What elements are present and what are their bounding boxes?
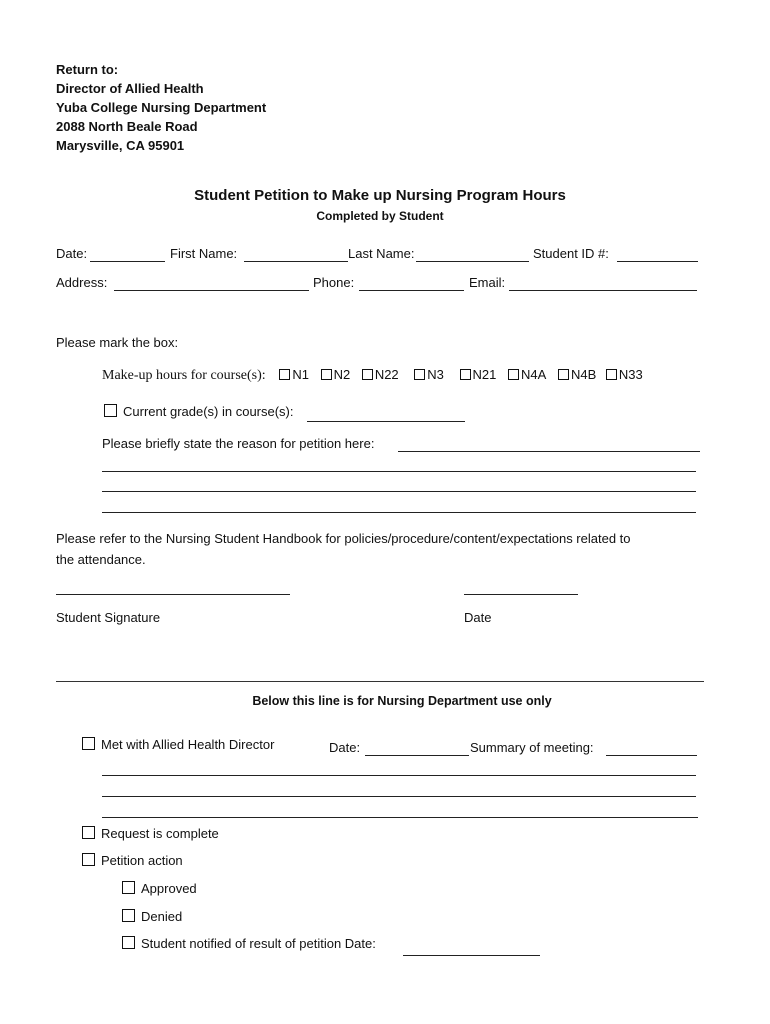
course-option-n4b[interactable]: N4B [558, 367, 596, 382]
meeting-summary-field[interactable] [606, 755, 697, 756]
course-option-n1[interactable]: N1 [279, 367, 309, 382]
handbook-note-line-1: Please refer to the Nursing Student Handbook for policies/procedure/content/expectations related to [56, 531, 631, 546]
checkbox-icon [606, 369, 617, 380]
return-recipient: Director of Allied Health [56, 81, 204, 96]
course-option-n33[interactable]: N33 [606, 367, 643, 382]
date-field[interactable] [90, 261, 165, 262]
phone-field[interactable] [359, 290, 464, 291]
current-grade-label: Current grade(s) in course(s): [123, 404, 294, 419]
met-director-row [82, 737, 274, 752]
checkbox-icon [558, 369, 569, 380]
current-grade-row [104, 404, 294, 419]
department-section-header: Below this line is for Nursing Department use only [252, 694, 552, 708]
student-notified-label: Student notified of result of petition Date: [141, 936, 376, 951]
current-grade-field[interactable] [307, 421, 465, 422]
student-id-label: Student ID #: [533, 246, 609, 261]
petition-action-checkbox[interactable] [82, 853, 95, 866]
checkbox-icon [279, 369, 290, 380]
signature-date-field[interactable] [464, 594, 578, 595]
met-director-checkbox[interactable] [82, 737, 95, 750]
signature-date-label: Date [464, 610, 492, 625]
checkbox-icon [321, 369, 332, 380]
handbook-note-line-2: the attendance. [56, 552, 146, 567]
student-notified-row [122, 936, 376, 951]
return-address-block [56, 60, 266, 155]
denied-row [122, 909, 182, 924]
course-option-n21[interactable]: N21 [460, 367, 497, 382]
handbook-note [56, 528, 631, 570]
first-name-field[interactable] [244, 261, 348, 262]
page-subtitle: Completed by Student [316, 209, 444, 223]
address-label: Address: [56, 275, 108, 290]
department-divider [56, 681, 704, 682]
meeting-summary-line-2[interactable] [102, 775, 696, 776]
last-name-field[interactable] [416, 261, 529, 262]
request-complete-checkbox[interactable] [82, 826, 95, 839]
meeting-date-label: Date: [329, 740, 361, 755]
email-field[interactable] [509, 290, 697, 291]
email-label: Email: [469, 275, 506, 290]
denied-checkbox[interactable] [122, 909, 135, 922]
reason-field-line-4[interactable] [102, 512, 696, 513]
checkbox-icon [460, 369, 471, 380]
makeup-hours-label: Make-up hours for course(s): [102, 368, 266, 383]
approved-checkbox[interactable] [122, 881, 135, 894]
request-complete-row [82, 826, 219, 841]
course-option-n2[interactable]: N2 [321, 367, 351, 382]
reason-label: Please briefly state the reason for petition here: [102, 436, 375, 451]
return-to-label: Return to: [56, 62, 119, 77]
return-department: Yuba College Nursing Department [56, 100, 267, 115]
petition-action-row [82, 853, 183, 868]
met-director-label: Met with Allied Health Director [101, 737, 275, 752]
checkbox-icon [362, 369, 373, 380]
signature-field[interactable] [56, 594, 290, 595]
return-city: Marysville, CA 95901 [56, 138, 185, 153]
date-label: Date: [56, 246, 88, 261]
reason-field-line-2[interactable] [102, 471, 696, 472]
meeting-summary-label: Summary of meeting: [470, 740, 594, 755]
denied-label: Denied [141, 909, 183, 924]
makeup-hours-row [102, 367, 643, 384]
approved-label: Approved [141, 881, 197, 896]
course-option-n4a[interactable]: N4A [508, 367, 546, 382]
address-field[interactable] [114, 290, 309, 291]
checkbox-icon [414, 369, 425, 380]
mark-box-instruction: Please mark the box: [56, 335, 179, 350]
meeting-summary-line-4[interactable] [102, 817, 698, 818]
course-option-n3[interactable]: N3 [414, 367, 444, 382]
reason-field-line-1[interactable] [398, 451, 700, 452]
notified-date-field[interactable] [403, 955, 540, 956]
current-grade-checkbox[interactable] [104, 404, 117, 417]
phone-label: Phone: [313, 275, 355, 290]
request-complete-label: Request is complete [101, 826, 219, 841]
petition-action-label: Petition action [101, 853, 183, 868]
reason-field-line-3[interactable] [102, 491, 696, 492]
first-name-label: First Name: [170, 246, 238, 261]
signature-label: Student Signature [56, 610, 161, 625]
return-street: 2088 North Beale Road [56, 119, 198, 134]
approved-row [122, 881, 197, 896]
checkbox-icon [508, 369, 519, 380]
course-option-n22[interactable]: N22 [362, 367, 399, 382]
last-name-label: Last Name: [348, 246, 415, 261]
page-title: Student Petition to Make up Nursing Program Hours [194, 187, 566, 204]
meeting-summary-line-3[interactable] [102, 796, 696, 797]
student-notified-checkbox[interactable] [122, 936, 135, 949]
meeting-date-field[interactable] [365, 755, 469, 756]
student-id-field[interactable] [617, 261, 698, 262]
